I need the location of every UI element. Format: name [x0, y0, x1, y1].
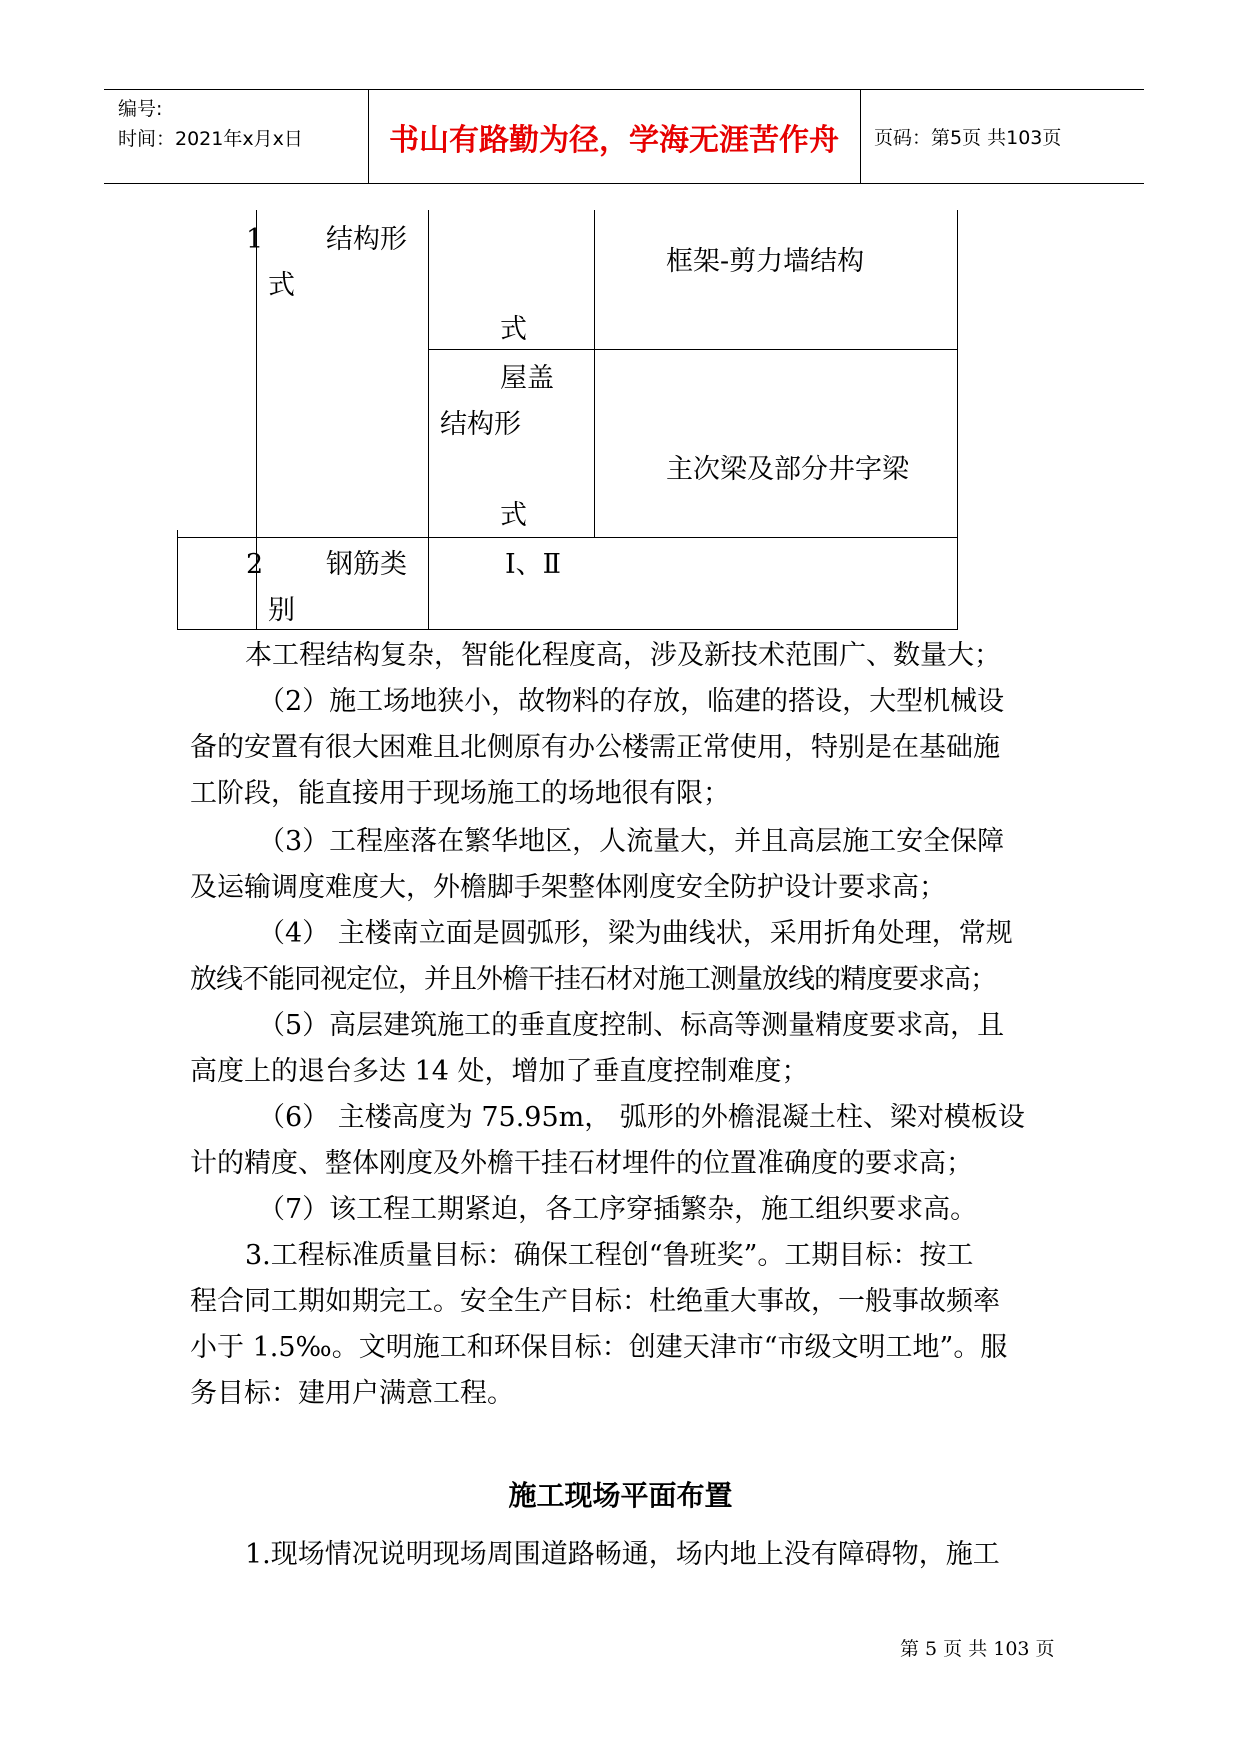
category-label: 钢筋类	[326, 549, 407, 580]
time-label: 时间：2021年x月x日	[118, 128, 303, 150]
paragraph-line: （7）该工程工期紧迫，各工序穿插繁杂，施工组织要求高。	[258, 1194, 978, 1225]
paragraph-line: （2）施工场地狭小，故物料的存放，临建的搭设，大型机械设	[258, 686, 1005, 717]
paragraph-line: 程合同工期如期完工。安全生产目标：杜绝重大事故，一般事故频率	[190, 1286, 1000, 1317]
paragraph	[190, 1003, 1060, 1095]
category-label: 别	[268, 595, 295, 626]
subcategory-label: 式	[500, 314, 527, 345]
row-index: 1	[246, 224, 264, 255]
paragraph-line: （3）工程座落在繁华地区，人流量大，并且高层施工安全保障	[258, 826, 1005, 857]
paragraph	[190, 679, 1060, 817]
paragraph-line: 本工程结构复杂，智能化程度高，涉及新技术范围广、数量大；	[245, 640, 1001, 671]
paragraph-line: 及运输调度难度大，外檐脚手架整体刚度安全防护设计要求高；	[190, 872, 946, 903]
subcategory-label: 式	[500, 500, 527, 531]
cell-value: 主次梁及部分井字梁	[666, 454, 909, 485]
paragraph-line: 务目标：建用户满意工程。	[190, 1378, 514, 1409]
subcategory-label: 屋盖	[500, 363, 554, 394]
paragraph	[190, 911, 1060, 1003]
table-border	[177, 530, 178, 630]
category-label: 结构形	[326, 224, 407, 255]
table-border	[957, 210, 958, 630]
paragraph-line: 工阶段，能直接用于现场施工的场地很有限；	[190, 778, 730, 809]
row-index: 2	[246, 549, 264, 580]
paragraph	[190, 1095, 1060, 1187]
table-border	[594, 210, 595, 538]
paragraph-line: （4） 主楼南立面是圆弧形，梁为曲线状，采用折角处理，常规	[258, 918, 1013, 949]
category-label: 式	[268, 270, 295, 301]
header-divider	[860, 90, 861, 183]
paragraph-line: 计的精度、整体刚度及外檐干挂石材埋件的位置准确度的要求高；	[190, 1148, 973, 1179]
document-header	[104, 89, 1144, 184]
paragraph	[245, 633, 1115, 679]
paragraph-line: 1.现场情况说明现场周围道路畅通，场内地上没有障碍物，施工	[245, 1539, 1000, 1570]
paragraph-line: 放线不能同视定位，并且外檐干挂石材对施工测量放线的精度要求高；	[190, 964, 996, 995]
paragraph	[190, 819, 1060, 911]
paragraph-line: 备的安置有很大困难且北侧原有办公楼需正常使用，特别是在基础施	[190, 732, 1000, 763]
header-meta	[118, 94, 303, 154]
subcategory-label: 结构形	[440, 409, 521, 440]
paragraph-line: （6） 主楼高度为 75.95m， 弧形的外檐混凝土柱、梁对模板设	[258, 1102, 1025, 1133]
paragraph-line: 小于 1.5‰。文明施工和环保目标：创建天津市“市级文明工地”。服	[190, 1332, 1008, 1363]
header-page-label: 页码：第5页 共103页	[874, 127, 1062, 149]
number-label: 编号:	[118, 98, 163, 120]
paragraph-line: （5）高层建筑施工的垂直度控制、标高等测量精度要求高，且	[258, 1010, 1005, 1041]
cell-value: 框架-剪力墙结构	[666, 246, 865, 277]
section-title: 施工现场平面布置	[508, 1479, 733, 1512]
table-border	[428, 210, 429, 630]
paragraph-line: 3.工程标准质量目标：确保工程创“鲁班奖”。工期目标：按工	[245, 1240, 974, 1271]
header-motto: 书山有路勤为径，学海无涯苦作舟	[389, 122, 839, 158]
paragraph	[190, 1187, 1060, 1233]
paragraph	[190, 1233, 1060, 1417]
paragraph-line: 高度上的退台多达 14 处，增加了垂直度控制难度；	[190, 1056, 809, 1087]
cell-value: Ⅰ、Ⅱ	[505, 549, 562, 580]
paragraph	[190, 1532, 1060, 1578]
table-border	[177, 537, 958, 538]
page-footer: 第 5 页 共 103 页	[900, 1638, 1055, 1660]
